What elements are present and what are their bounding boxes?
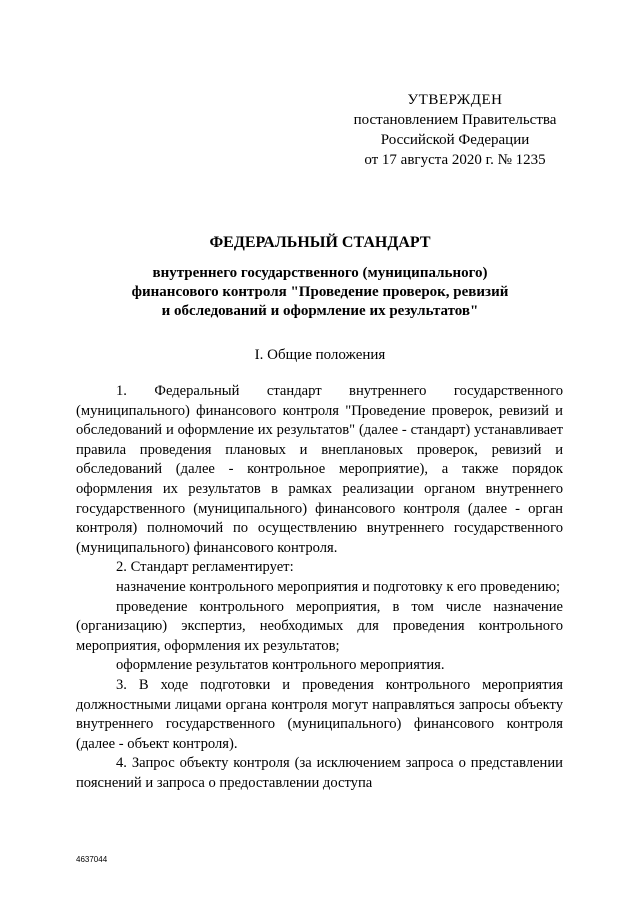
paragraph-2-item-3: оформление результатов контрольного мероприятия. (116, 657, 445, 674)
paragraph-1: 1. Федеральный стандарт внутреннего государственного (муниципального) финансового контроля "Проведение проверок, ревизий и обследований и оформление их результатов" (далее - стандарт) устанавливает правила проведения плановых и внеплановых проверок, ревизий и обследований (далее - контрольное мероприятие), а также порядок оформления их результатов в рамках реализации органом внутреннего государственного (муниципального) финансового контроля (далее - орган контроля) полномочий по осуществлению внутреннего государственного (муниципального) финансового контроля. (76, 383, 563, 556)
paragraph-2-item-1: назначение контрольного мероприятия и подготовку к его проведению; (116, 578, 561, 595)
approval-line-decree: постановлением Правительства (353, 112, 557, 128)
approval-line-country: Российской Федерации (380, 132, 530, 148)
paragraph-4: 4. Запрос объекту контроля (за исключением запроса о представлении пояснений и запроса о предоставлении доступа (76, 755, 563, 791)
approval-heading: УТВЕРЖДЕН (407, 92, 503, 108)
document-title: ФЕДЕРАЛЬНЫЙ СТАНДАРТ (209, 234, 431, 251)
paragraph-2: 2. Стандарт регламентирует: (116, 559, 294, 576)
document-subtitle (80, 264, 560, 321)
paragraph-2-item-2: проведение контрольного мероприятия, в том числе назначение (организацию) экспертиз, необходимых для проведения контрольного мероприятия, оформления их результатов; (76, 598, 563, 654)
subtitle-line-3: и обследований и оформление их результатов" (161, 303, 479, 319)
document-code: 4637044 (76, 855, 108, 864)
document-body (76, 382, 563, 793)
approval-line-date-number: от 17 августа 2020 г. № 1235 (364, 152, 546, 168)
paragraph-3: 3. В ходе подготовки и проведения контрольного мероприятия должностными лицами органа контроля могут направляться запросы объекту внутреннего государственного (муниципального) финансового контроля (далее - объект контроля). (76, 676, 563, 752)
subtitle-line-2: финансового контроля "Проведение проверок, ревизий (131, 284, 509, 300)
subtitle-line-1: внутреннего государственного (муниципального) (152, 265, 488, 281)
approval-stamp (340, 90, 570, 170)
section-heading: I. Общие положения (254, 347, 386, 363)
